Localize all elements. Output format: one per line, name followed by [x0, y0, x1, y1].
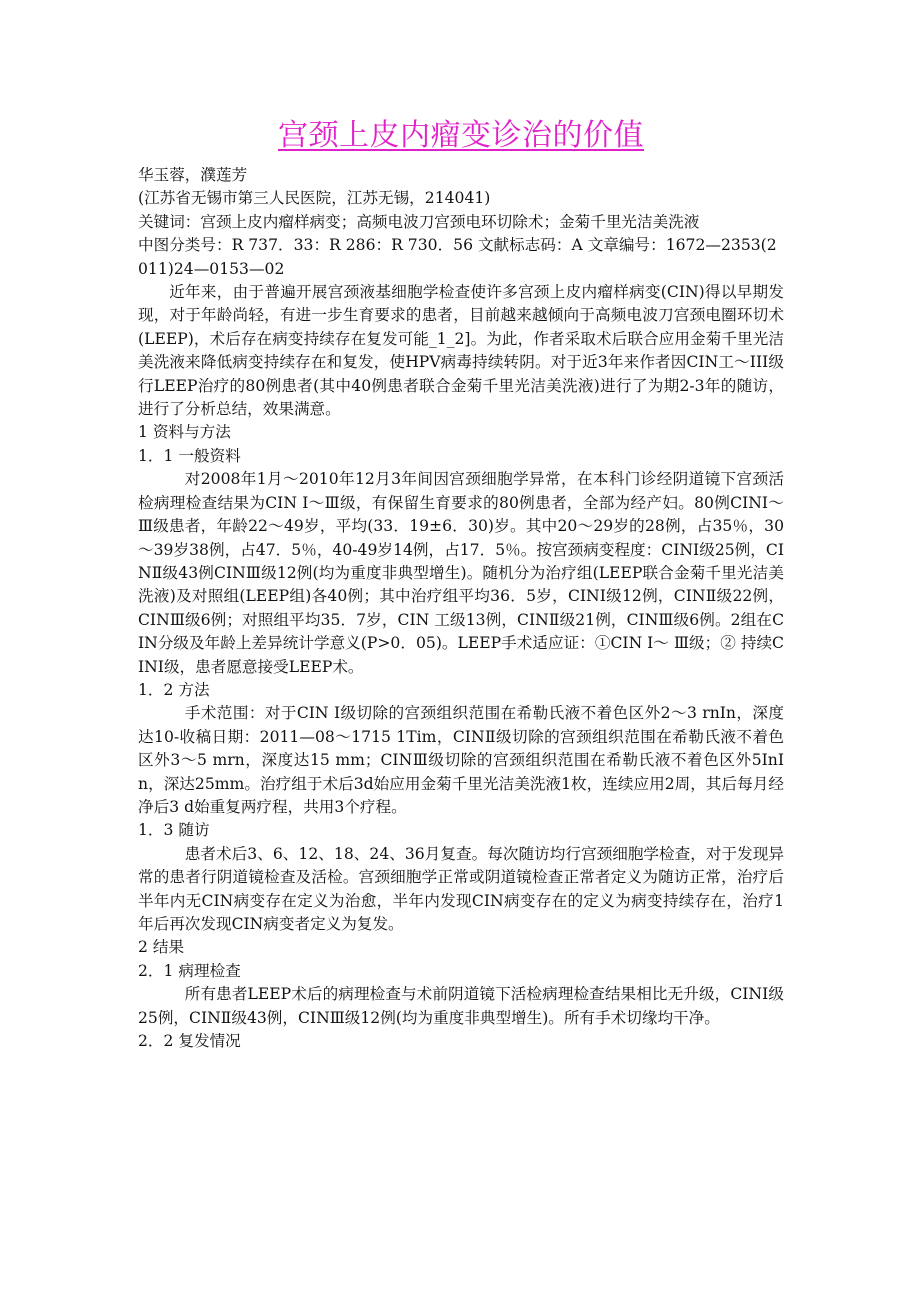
authors: 华玉蓉，濮莲芳 — [138, 166, 248, 184]
document-title[interactable]: 宫颈上皮内瘤变诊治的价值 — [278, 118, 644, 153]
subsection-heading-1-2: 1．2 方法 — [138, 680, 210, 699]
subsection-heading-1-3: 1．3 随访 — [138, 821, 210, 840]
paragraph-methods: 手术范围：对于CIN I级切除的宫颈组织范围在希勒氏液不着色区外2～3 rnIn，深度达10-收稿日期：2011—08～1715 1Tim，CINⅡ级切除的宫颈组织范围在希勒氏液不着色区外3～5 mrn，深度达15 mm；CINⅢ级切除的宫颈组织范围在希勒氏液不着色区外5InIn，深达25mm。治疗组于术后3d始应用金菊千里光洁美洗液1枚，连续应用2周，其后每月经净后3 d始重复两疗程，共用3个疗程。 — [138, 704, 784, 816]
affiliation: (江苏省无锡市第三人民医院，江苏无锡，214041) — [138, 189, 491, 208]
subsection-heading-1-1: 1．1 一般资料 — [138, 446, 241, 465]
section-heading-2: 2 结果 — [138, 938, 185, 957]
classification-info: 中图分类号：R 737．33：R 286：R 730．56 文献标志码：A 文章编号：1672—2353(2011)24—0153—02 — [138, 236, 777, 278]
paragraph-pathology: 所有患者LEEP术后的病理检查与术前阴道镜下活检病理检查结果相比无升级，CINⅠ级25例，CINⅡ级43例，CINⅢ级12例(均为重度非典型增生)。所有手术切缘均干净。 — [138, 985, 784, 1027]
document-page — [138, 112, 784, 1053]
subsection-heading-2-1: 2．1 病理检查 — [138, 961, 241, 980]
subsection-heading-2-2: 2．2 复发情况 — [138, 1032, 241, 1051]
paragraph-general-data: 对2008年1月～2010年12月3年间因宫颈细胞学异常，在本科门诊经阴道镜下宫颈活检病理检查结果为CIN I～Ⅲ级，有保留生育要求的80例患者，全部为经产妇。80例CINI～Ⅲ级患者，年龄22～49岁，平均(33．19±6．30)岁。其中20～29岁的28例，占35％，30～39岁38例，占47．5％，40-49岁14例，占17．5％。按宫颈病变程度：CINⅠ级25例，CINⅡ级43例CINⅢ级12例(均为重度非典型增生)。随机分为治疗组(LEEP联合金菊千里光洁美洗液)及对照组(LEEP组)各40例；其中治疗组平均36．5岁，CINI级12例，CINⅡ级22例，CINⅢ级6例；对照组平均35．7岁，CIN 工级13例，CINⅡ级21例，CINⅢ级6例。2组在CIN分级及年龄上差异统计学意义(P>0．05)。LEEP手术适应证：①CIN I～ Ⅲ级；② 持续CINI级，患者愿意接受LEEP术。 — [138, 470, 784, 676]
keywords: 关键词：宫颈上皮内瘤样病变；高频电波刀宫颈电环切除术；金菊千里光洁美洗液 — [138, 212, 700, 231]
section-heading-1: 1 资料与方法 — [138, 423, 231, 442]
intro-paragraph: 近年来，由于普遍开展宫颈液基细胞学检查使许多宫颈上皮内瘤样病变(CIN)得以早期发现，对于年龄尚轻，有进一步生育要求的患者，目前越来越倾向于高频电波刀宫颈电圈环切术(LEEP)，术后存在病变持续存在复发可能_1_2]。为此，作者采取术后联合应用金菊千里光洁美洗液来降低病变持续存在和复发，使HPV病毒持续转阴。对于近3年来作者因CIN工～III级行LEEP治疗的80例患者(其中40例患者联合金菊千里光洁美洗液)进行了为期2-3年的随访，进行了分析总结，效果满意。 — [138, 283, 784, 419]
paragraph-follow-up: 患者术后3、6、12、18、24、36月复查。每次随访均行宫颈细胞学检查，对于发现异常的患者行阴道镜检查及活检。宫颈细胞学正常或阴道镜检查正常者定义为随访正常，治疗后半年内无CIN病变存在定义为治愈，半年内发现CIN病变存在的定义为病变持续存在，治疗1年后再次发现CIN病变者定义为复发。 — [138, 844, 784, 933]
